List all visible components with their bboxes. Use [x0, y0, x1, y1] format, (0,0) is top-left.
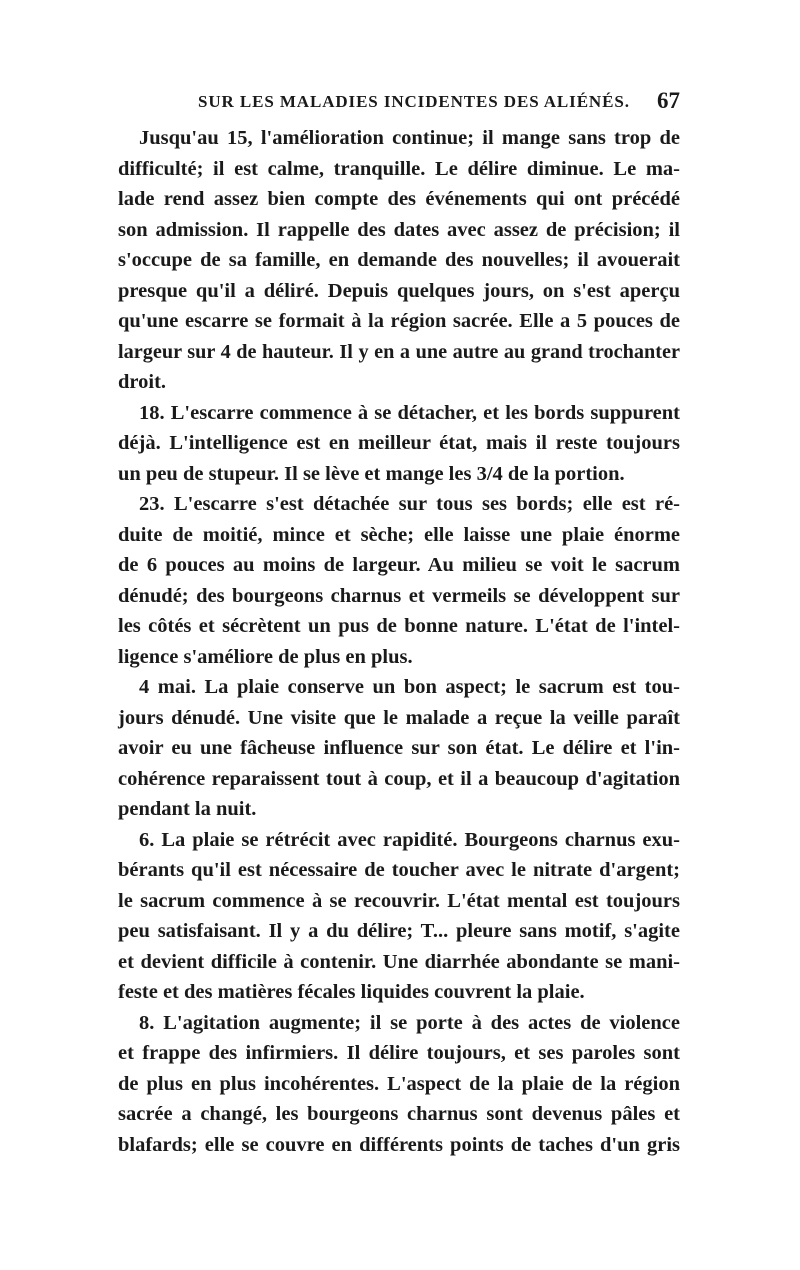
body-text: [118, 123, 680, 1160]
text-line: difficulté; il est calme, tranquille. Le délire diminue. Le ma-: [118, 157, 680, 180]
text-line: avoir eu une fâcheuse influence sur son état. Le délire et l'in-: [118, 737, 680, 759]
text-line: le sacrum commence à se recouvrir. L'état mental est toujours: [118, 889, 680, 912]
text-line: lade rend assez bien compte des événements qui ont précédé: [118, 188, 680, 210]
text-line: pendant la nuit.: [118, 798, 257, 820]
text-line: 8. L'agitation augmente; il se porte à des actes de violence: [139, 1011, 680, 1034]
text-line: jours dénudé. Une visite que le malade a reçue la veille paraît: [118, 706, 680, 729]
text-line: 18. L'escarre commence à se détacher, et les bords suppurent: [139, 401, 680, 424]
text-line: déjà. L'intelligence est en meilleur état, mais il reste toujours: [118, 432, 680, 454]
text-line: 4 mai. La plaie conserve un bon aspect; le sacrum est tou-: [139, 676, 680, 698]
text-line: presque qu'il a déliré. Depuis quelques jours, on s'est aperçu: [118, 279, 680, 302]
text-line: ligence s'améliore de plus en plus.: [118, 645, 413, 668]
text-line: s'occupe de sa famille, en demande des nouvelles; il avouerait: [118, 249, 680, 271]
text-line: bérants qu'il est nécessaire de toucher avec le nitrate d'argent;: [118, 859, 680, 881]
text-line: blafards; elle se couvre en différents points de taches d'un gris: [118, 1133, 680, 1156]
text-line: largeur sur 4 de hauteur. Il y en a une autre au grand trochanter: [118, 340, 680, 363]
text-line: dénudé; des bourgeons charnus et vermeils se développent sur: [118, 584, 680, 607]
text-line: peu satisfaisant. Il y a du délire; T... pleure sans motif, s'agite: [118, 920, 680, 942]
text-line: sacrée a changé, les bourgeons charnus sont devenus pâles et: [118, 1103, 680, 1125]
running-title: SUR LES MALADIES INCIDENTES DES ALIÉNÉS.: [198, 92, 630, 111]
text-line: 6. La plaie se rétrécit avec rapidité. Bourgeons charnus exu-: [139, 828, 680, 851]
text-line: 23. L'escarre s'est détachée sur tous ses bords; elle est ré-: [139, 493, 680, 515]
text-line: Jusqu'au 15, l'amélioration continue; il mange sans trop de: [139, 127, 680, 149]
text-line: un peu de stupeur. Il se lève et mange les 3/4 de la portion.: [118, 462, 625, 485]
text-line: cohérence reparaissent tout à coup, et il a beaucoup d'agitation: [118, 767, 680, 790]
text-line: et devient difficile à contenir. Une diarrhée abondante se mani-: [118, 950, 680, 973]
text-line: qu'une escarre se formait à la région sacrée. Elle a 5 pouces de: [118, 310, 680, 332]
text-line: de plus en plus incohérentes. L'aspect de la plaie de la région: [118, 1072, 680, 1095]
running-head: [118, 88, 680, 116]
text-line: son admission. Il rappelle des dates avec assez de précision; il: [118, 218, 680, 241]
text-line: duite de moitié, mince et sèche; elle laisse une plaie énorme: [118, 523, 680, 546]
text-line: de 6 pouces au moins de largeur. Au milieu se voit le sacrum: [118, 554, 680, 576]
text-line: et frappe des infirmiers. Il délire toujours, et ses paroles sont: [118, 1042, 680, 1064]
text-line: droit.: [118, 371, 167, 393]
text-line: feste et des matières fécales liquides couvrent la plaie.: [118, 981, 585, 1003]
text-line: les côtés et sécrètent un pus de bonne nature. L'état de l'intel-: [118, 615, 680, 637]
page-number: 67: [657, 88, 680, 113]
